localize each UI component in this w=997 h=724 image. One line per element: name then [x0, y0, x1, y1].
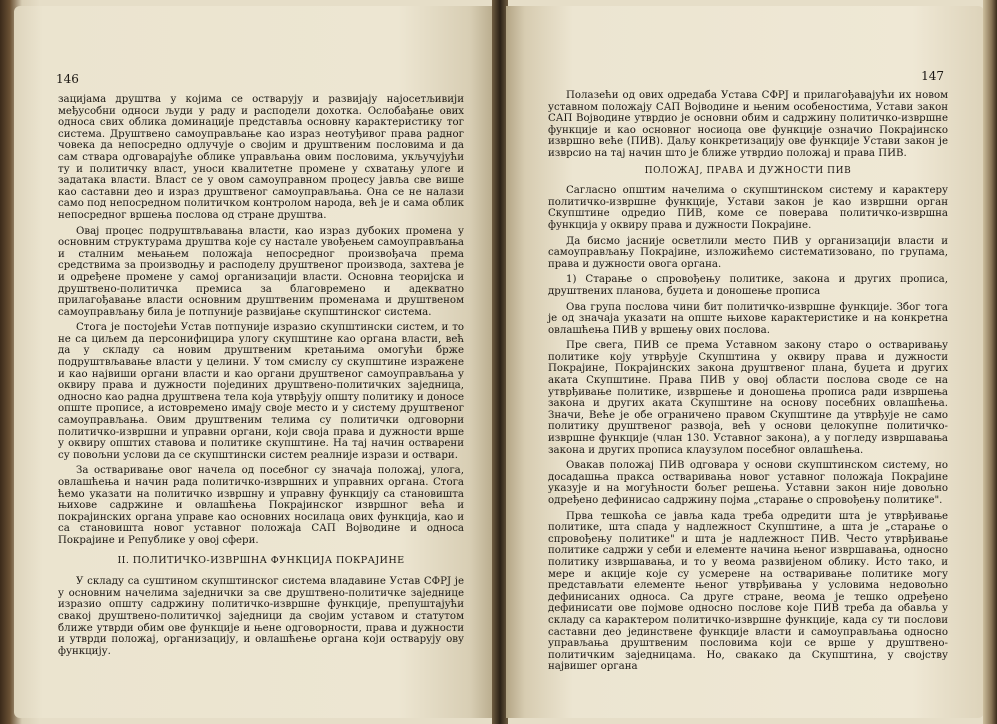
left-page [14, 6, 494, 718]
right-paragraph-2: Да бисмо јасније осветлили место ПИВ у организацији власти и самоуправљању Покрајине, изложићемо систематизовано, по групама, права и дужности овога органа. [548, 235, 948, 270]
page-edge [983, 0, 997, 724]
right-page [506, 6, 984, 718]
subheading: ПОЛОЖАЈ, ПРАВА И ДУЖНОСТИ ПИВ [644, 165, 852, 176]
left-paragraph-4: За остваривање овог начела од посебног су значаја положај, улога, овлашћења и начин рада политичко-извршних и управних органа. Стога ћемо указати на политичко извршну и управну функцију са становишта њихове садржине и овлашћења Покрајинског извршног већа и покрајинских органа управе као основних носилаца ових функција, као и са становишта новог уставног положаја САП Војводине и односа Покрајине и Републике у овој сфери. [58, 465, 464, 546]
page-number-right: 147 [921, 69, 944, 83]
right-paragraph-6: Прва тешкоћа се јавља када треба одредити шта је утврђивање политике, шта спада у надлежност Скупштине, а шта је „старање о спровођењу политике" и шта је надлежност ПИВ. Често утврђивање политике садржи у себи и елементе начина њеног извршавања, односно политику извршавања, и то у веома развијеном облику. Исто тако, и мере и акције које су усмерене на остваривање политике могу представљати елементе њеног утврђивања у условима недовољно дефинисаних односа. Са друге стране, веома је тешко одређено дефинисати ове појмове односно послове које ПИВ треба да обавља у складу са карактером политичко-извршне функције, када су ти послови саставни део јединствене функције власти и самоуправљања односно управљања друштвеним пословима који се врше у друштвено-политичким заједницама. Но, свакако да Скупштина, у својству највишег органа [548, 510, 948, 673]
left-paragraph-3: Стога је постојећи Устав потпуније изразио скупштински систем, и то не са циљем да персонифицира улогу скупштине као органа власти, већ да у складу са новим друштвеним кретањима омогући брже подруштвљавање власти у целини. У том смислу су скупштине изражене и као највиши органи власти и као органи друштвеног самоуправљања у оквиру права и дужности појединих друштвено-политичких заједница, односно као радна друштвена тела која утврђују општу политику и доносе опште прописе, а истовремено имају своје место и у систему друштвеног самоуправљања. Овим друштвеним телима су политички одговорни политичко-извршни и управни органи, који своја права и дужности врше у оквиру општих ставова и политике скупштине. На тај начин остварени су повољни услови да се скупштински систем реалније изрази и оствари. [58, 322, 464, 461]
left-page-text [58, 94, 464, 661]
right-page-text [548, 90, 948, 677]
right-paragraph-1: Сагласно општим начелима о скупштинском систему и карактеру политичко-извршне функције, Устави закон је као извршни орган Скупштине одредио ПИВ, коме се поверава политичко-извршна функција у оквиру права и дужности Покрајине. [548, 185, 948, 231]
page-number-left: 146 [56, 72, 79, 86]
right-paragraph-3: Ова група послова чини бит политичко-извршне функције. Због тога је од значаја указати на опште њихове карактеристике и на конкретна овлашћења ПИВ у вршењу ових послова. [548, 301, 948, 336]
left-paragraph-2: Овај процес подруштвљавања власти, као израз дубоких промена у основним структурама друштва које су настале увођењем самоуправљања и сталним мењањем положаја непосредног произвођача према средствима за производњу и расподелу друштвеног производа, захтева је и одређене промене у самој организацији власти. Основна теоријска и друштвено-политичка премиса за благовремено и адекватно прилагођавање власти основним друштвеним променама и друштвеном самоуправљању била је потпуније развијање скупштинског система. [58, 225, 464, 318]
list-item-1: 1) Старање о спровођењу политике, закона и других прописа, друштвених планова, буџета и доношење прописа [548, 274, 948, 297]
section-heading: II. ПОЛИТИЧКО-ИЗВРШНА ФУНКЦИЈА ПОКРАЈИНЕ [117, 554, 405, 566]
right-paragraph-4: Пре свега, ПИВ се према Уставном закону старо о остваривању политике коју утврђује Скупштина у оквиру права и дужности Покрајине, Покрајинских закона друштвеног плана, буџета и других аката Скупштине. Права ПИВ у овој области послова своде се на утврђивање политике, извршење и доношења прописа ради извршења закона и других аката Скупштине на основу посебних овлашћења. Значи, Веће је обе ограничено правом Скупштине да утврђује не само политику друштвеног развоја, већ у основи целокупне политичко-извршне функције (члан 130. Уставног закона), а у погледу извршавања закона и других прописа клаузулом посебног овлашћења. [548, 340, 948, 456]
right-intro-paragraph: Полазећи од ових одредаба Устава СФРЈ и прилагођавајући их новом уставном положају САП Војводине и њеним особеностима, Устави закон САП Војводине утврдио је основни обим и садржину политичко-извршне функције и као основног носиоца ове функције означио Покрајинско извршно веће (ПИВ). Даљу конкретизацију ове функције Устави закон је изврсио на тај начин што је ближе утврдио положај и права ПИВ. [548, 90, 948, 159]
left-paragraph-1: зацијама друштва у којима се остварују и развијају најосетљивији међусобни односи људи у раду и расподели дохотка. Ослобађање ових односа свих облика доминације представља основну карактеристику тог система. Друштвено самоуправљање као израз неотуђивог права радног човека да непосредно одлучује о својим и друштвеним пословима и да сам ствара одговарајуће облике управљања овим пословима, укључујући ту и политичку власт, уноси квалитетне промене у схватању улоге и задатака власти. Власт се у овом самоуправном процесу јавља све више као саставни део и израз друштвеног самоуправљања. Она се не налази само под непосредном политичком контролом народа, већ је и сама облик непосредног вршења послова од стране друштва. [58, 94, 464, 221]
left-paragraph-5: У складу са суштином скупштинског система владавине Устав СФРЈ је у основним начелима заједнички за све друштвено-политичке заједнице изразио општу садржину политичко-извршне функције, препуштајући свакој друштвено-политичкој заједници да својим уставом и статутом ближе утврди обим ове функције и њене одговорности, права и дужности и утврди положај, организацију, и овлашћење органа који остварују ову функцију. [58, 576, 464, 657]
right-paragraph-5: Овакав положај ПИВ одговара у основи скупштинском систему, но досадашња пракса остваривања новог уставног положаја Покрајине указује и на могућности бољег решења. Уставни закон није довољно одређено дефинисао садржину појма „старање о спровођењу политике". [548, 460, 948, 506]
